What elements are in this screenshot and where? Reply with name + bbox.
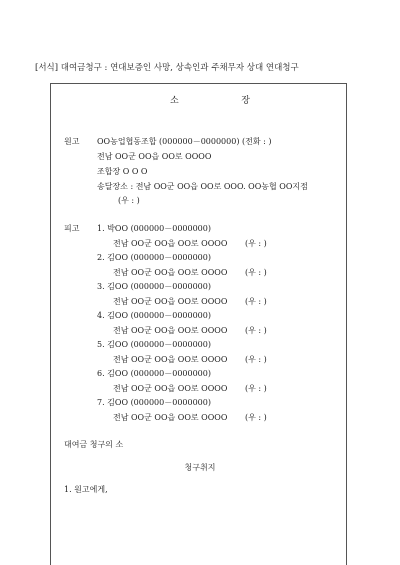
plaintiff-name: OO농업협동조합 (000000－0000000) (전화 : )	[97, 137, 272, 146]
document-title	[170, 95, 250, 107]
case-name: 대여금 청구의 소	[64, 440, 124, 449]
plaintiff-address: 전남 OO군 OO읍 OO로 OOOO	[97, 152, 212, 161]
defendant-name: 3. 김OO (000000－0000000)	[97, 282, 211, 291]
defendant-name: 7. 김OO (000000－0000000)	[97, 398, 211, 407]
claim-item-1: 1. 원고에게,	[64, 485, 108, 494]
form-header: [서식] 대여금청구 : 연대보증인 사망, 상속인과 주채무자 상대 연대청구	[35, 63, 299, 73]
defendant-postal: (우 : )	[245, 326, 267, 335]
plaintiff-head: 조합장 O O O	[97, 167, 148, 176]
plaintiff-label: 원고	[64, 137, 80, 146]
defendant-address: 전남 OO군 OO읍 OO로 OOOO	[113, 297, 228, 306]
defendant-postal: (우 : )	[245, 384, 267, 393]
plaintiff-service-address: 송달장소 : 전남 OO군 OO읍 OO로 OOO. OO농협 OO지점	[97, 182, 308, 191]
defendants-label: 피고	[64, 224, 80, 233]
defendant-name: 1. 박OO (000000－0000000)	[97, 224, 211, 233]
defendant-name: 2. 김OO (000000－0000000)	[97, 253, 211, 262]
defendant-address: 전남 OO군 OO읍 OO로 OOOO	[113, 413, 228, 422]
defendant-name: 5. 김OO (000000－0000000)	[97, 340, 211, 349]
defendant-name: 4. 김OO (000000－0000000)	[97, 311, 211, 320]
defendant-postal: (우 : )	[245, 413, 267, 422]
title-char-2: 장	[241, 96, 250, 106]
defendant-postal: (우 : )	[245, 355, 267, 364]
defendant-postal: (우 : )	[245, 239, 267, 248]
claim-heading: 청구취지	[184, 463, 216, 472]
defendant-postal: (우 : )	[245, 297, 267, 306]
title-char-1: 소	[170, 96, 179, 106]
defendant-address: 전남 OO군 OO읍 OO로 OOOO	[113, 384, 228, 393]
defendant-address: 전남 OO군 OO읍 OO로 OOOO	[113, 355, 228, 364]
plaintiff-service-postal: (우 : )	[118, 196, 140, 205]
defendant-address: 전남 OO군 OO읍 OO로 OOOO	[113, 239, 228, 248]
defendant-address: 전남 OO군 OO읍 OO로 OOOO	[113, 326, 228, 335]
defendant-name: 6. 김OO (000000－0000000)	[97, 369, 211, 378]
defendant-postal: (우 : )	[245, 268, 267, 277]
defendant-address: 전남 OO군 OO읍 OO로 OOOO	[113, 268, 228, 277]
